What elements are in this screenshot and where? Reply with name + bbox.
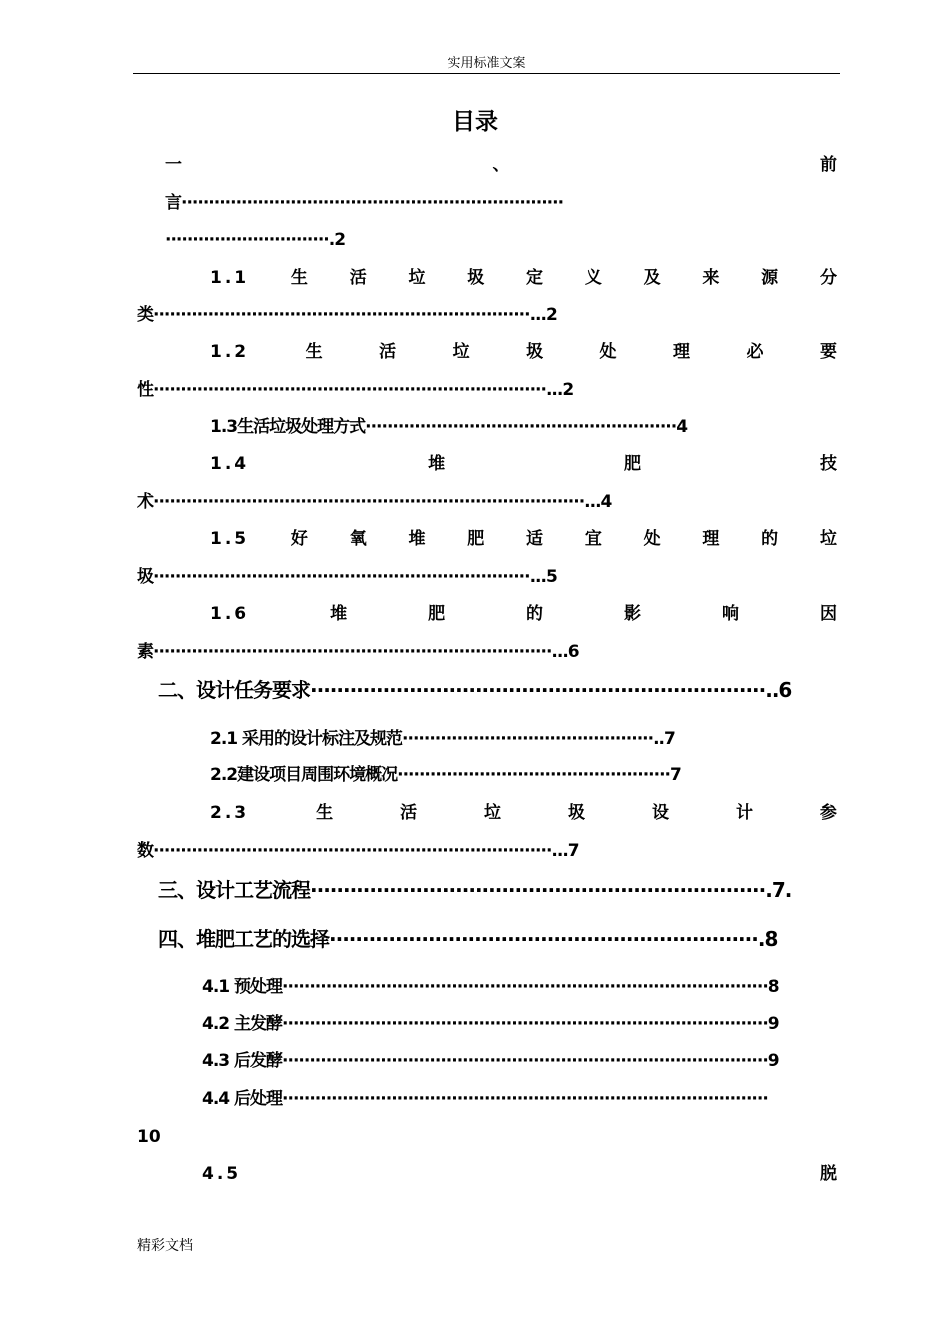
toc-token: 理	[673, 342, 691, 362]
toc-token: 圾	[568, 803, 585, 823]
toc-line-section-2: 二、设计任务要求·····································································..6	[158, 679, 792, 701]
toc-token: 义	[584, 268, 602, 288]
toc-token: 活	[400, 803, 418, 823]
toc-leader-line: 圾·····································································...5	[137, 567, 557, 587]
toc-line-2-2: 2.2建设项目周围环境概况··················································7	[210, 765, 681, 785]
toc-token: 堆	[428, 454, 446, 474]
toc-leader-line: 素·········································································...6	[137, 642, 579, 662]
toc-token: 4.5	[202, 1164, 242, 1184]
toc-token: 处	[599, 342, 617, 362]
toc-line-4-2: 4.2 主发酵·························································································9	[202, 1014, 779, 1034]
toc-token: 生	[316, 803, 334, 823]
toc-token: 参	[819, 803, 837, 823]
page-footer: 精彩文档	[137, 1238, 193, 1254]
toc-token: 、	[492, 155, 510, 175]
toc-token: 活	[349, 268, 367, 288]
toc-token: 处	[643, 529, 661, 549]
toc-line-1-2	[210, 341, 837, 363]
toc-token: 生	[290, 268, 308, 288]
toc-line-4-1: 4.1 预处理·························································································8	[202, 977, 779, 997]
toc-page-number: 10	[137, 1127, 161, 1147]
toc-token: 1.6	[210, 604, 250, 624]
toc-token: 必	[746, 342, 764, 362]
toc-token: 源	[761, 268, 779, 288]
toc-token: 氧	[349, 529, 367, 549]
toc-token: 响	[721, 604, 739, 624]
toc-token: 及	[643, 268, 661, 288]
toc-token: 垃	[408, 268, 426, 288]
toc-leader-line: 术···············································································...4	[137, 492, 612, 512]
toc-token: 1.2	[210, 342, 250, 362]
toc-token: 因	[819, 604, 837, 624]
toc-token: 宜	[584, 529, 602, 549]
toc-token: 好	[290, 529, 308, 549]
toc-token: 技	[819, 454, 837, 474]
toc-line-section-4: 四、堆肥工艺的选择·································································.8	[158, 928, 778, 950]
toc-title: 目录	[452, 109, 498, 135]
toc-token: 的	[761, 529, 779, 549]
toc-line-1-1	[210, 267, 837, 289]
toc-token: 影	[624, 604, 641, 624]
toc-token: 堆	[330, 604, 348, 624]
toc-leader-line: 类·····································································...2	[137, 305, 557, 325]
toc-line-1-3: 1.3生活垃圾处理方式·························································4	[210, 417, 688, 437]
toc-leader-line: ······························.2	[165, 230, 346, 250]
toc-token: 生	[305, 342, 323, 362]
toc-line-1-6	[210, 603, 837, 625]
toc-line-4-4: 4.4 后处理·························································································	[202, 1089, 768, 1109]
toc-token: 前	[820, 155, 837, 175]
toc-token: 堆	[408, 529, 426, 549]
toc-token: 肥	[428, 604, 446, 624]
toc-line-2-3	[210, 802, 837, 824]
toc-token: 要	[820, 342, 837, 362]
toc-line-4-5	[202, 1163, 837, 1185]
toc-token: 1.5	[210, 529, 250, 549]
toc-token: 活	[379, 342, 397, 362]
toc-token: 一	[165, 155, 182, 175]
toc-leader-line: 性········································································...2	[137, 380, 574, 400]
toc-line-4-3: 4.3 后发酵·························································································9	[202, 1051, 779, 1071]
toc-token: 1.1	[210, 268, 250, 288]
toc-token: 来	[702, 268, 720, 288]
toc-token: 的	[526, 604, 544, 624]
toc-token: 垃	[819, 529, 837, 549]
toc-token: 圾	[526, 342, 544, 362]
toc-token: 肥	[467, 529, 485, 549]
toc-token: 2.3	[210, 803, 250, 823]
toc-token: 分	[819, 268, 837, 288]
toc-line-preface	[165, 154, 837, 176]
toc-line-2-1: 2.1 采用的设计标注及规范··············································..7	[210, 729, 675, 749]
toc-token: 1.4	[210, 454, 250, 474]
toc-line-section-3: 三、设计工艺流程·····································································.7.	[158, 879, 792, 901]
toc-token: 垃	[452, 342, 470, 362]
toc-token: 脱	[820, 1164, 837, 1184]
page-header: 实用标准文案	[133, 56, 840, 74]
toc-token: 圾	[467, 268, 485, 288]
toc-token: 定	[526, 268, 544, 288]
toc-line-1-5	[210, 528, 837, 550]
toc-token: 计	[735, 803, 753, 823]
toc-token: 垃	[484, 803, 502, 823]
toc-token: 肥	[624, 454, 642, 474]
toc-leader-line: 言······································································	[165, 193, 564, 213]
toc-token: 理	[702, 529, 720, 549]
toc-token: 适	[526, 529, 544, 549]
toc-token: 设	[651, 803, 669, 823]
toc-line-1-4	[210, 453, 837, 475]
toc-leader-line: 数·········································································...7	[137, 841, 579, 861]
